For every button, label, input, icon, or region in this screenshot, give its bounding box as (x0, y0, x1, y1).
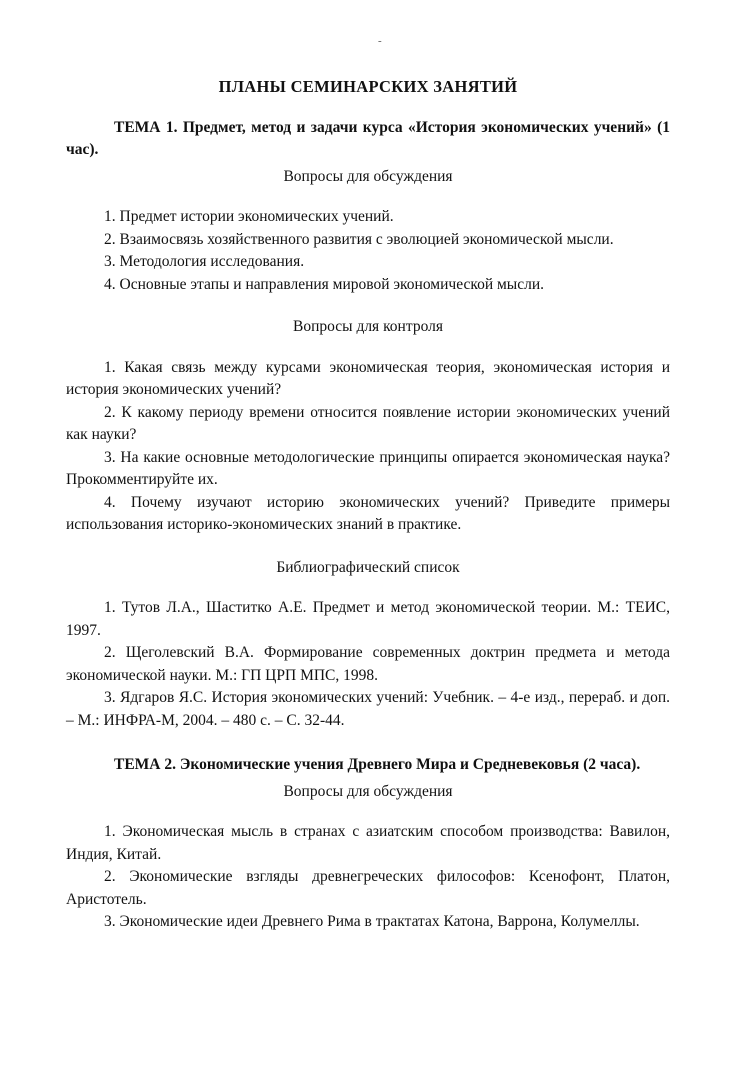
list-item: 4. Основные этапы и направления мировой экономической мысли. (104, 275, 545, 293)
theme-2-title: ТЕМА 2. Экономические учения Древнего Мира и Средневековья (2 часа). (114, 756, 641, 773)
theme-2-section (66, 754, 670, 934)
list-item: 1. Какая связь между курсами экономическая теория, экономическая история и история экономических учений? (66, 358, 670, 398)
page-mark: - (378, 35, 382, 47)
list-item: 1. Предмет истории экономических учений. (104, 208, 394, 225)
theme-1-title: ТЕМА 1. Предмет, метод и задачи курса «История экономических учений» (1 час). (66, 118, 670, 158)
list-item: 2. К какому периоду времени относится появление истории экономических учений как науки? (66, 403, 670, 443)
theme-2-discussion-heading: Вопросы для обсуждения (283, 782, 453, 800)
theme-1-discussion-heading: Вопросы для обсуждения (283, 167, 453, 185)
list-item: 1. Тутов Л.А., Шаститко А.Е. Предмет и метод экономической теории. М.: ТЕИС, 1997. (66, 599, 670, 639)
list-item: 4. Почему изучают историю экономических учений? Приведите примеры использования историко-экономических знаний в практике. (66, 493, 670, 533)
theme-1-biblio-list (66, 597, 670, 732)
list-item: 2. Взаимосвязь хозяйственного развития с эволюцией экономической мысли. (104, 230, 614, 248)
list-item: 3. Методология исследования. (104, 253, 305, 270)
document-page (66, 30, 670, 934)
theme-1-discussion-list (66, 206, 670, 296)
theme-2-discussion-list (66, 821, 670, 934)
list-item: 3. Ядгаров Я.С. История экономических учений: Учебник. – 4-е изд., перераб. и доп. – М.: ИНФРА-М, 2004. – 480 с. – С. 32-44. (66, 689, 670, 729)
list-item: 2. Экономические взгляды древнегреческих философов: Ксенофонт, Платон, Аристотель. (66, 868, 670, 908)
theme-1-section (66, 117, 670, 733)
theme-1-control-list (66, 357, 670, 537)
list-item: 2. Щеголевский В.А. Формирование современных доктрин предмета и метода экономической науки. М.: ГП ЦРП МПС, 1998. (66, 644, 670, 684)
list-item: 1. Экономическая мысль в странах с азиатским способом производства: Вавилон, Индия, Китай. (66, 823, 670, 863)
list-item: 3. Экономические идеи Древнего Рима в трактатах Катона, Варрона, Колумеллы. (104, 913, 640, 930)
list-item: 3. На какие основные методологические принципы опирается экономическая наука? Прокомментируйте их. (66, 448, 670, 488)
theme-1-control-heading: Вопросы для контроля (293, 318, 443, 335)
theme-1-biblio-heading: Библиографический список (276, 558, 460, 576)
page-title: ПЛАНЫ СЕМИНАРСКИХ ЗАНЯТИЙ (218, 77, 518, 96)
